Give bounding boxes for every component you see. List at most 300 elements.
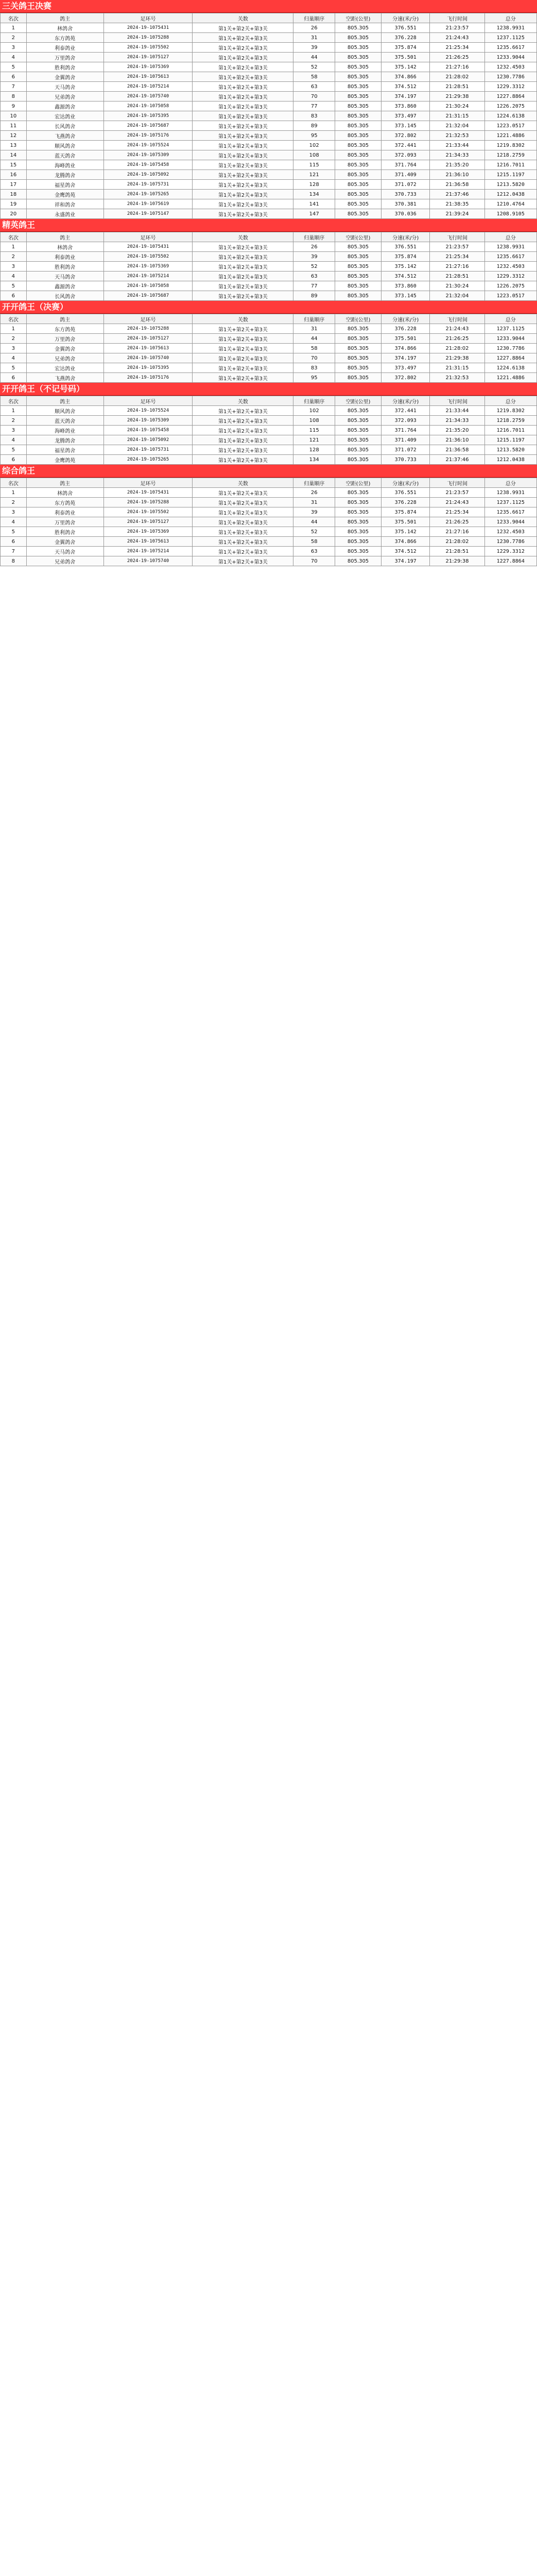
cell-rank: 5 bbox=[1, 62, 27, 72]
cell-time: 21:31:15 bbox=[430, 363, 484, 373]
cell-ring: 2024-19-1075147 bbox=[103, 209, 193, 219]
cell-pigeon: 第1关+第2关+第3关 bbox=[193, 170, 293, 180]
cell-pigeon: 第1关+第2关+第3关 bbox=[193, 272, 293, 281]
cell-owner: 蓝天鸽舍 bbox=[26, 416, 103, 426]
cell-distance: 805.305 bbox=[335, 101, 382, 111]
cell-pigeon: 第1关+第2关+第3关 bbox=[193, 498, 293, 507]
cell-time: 21:27:16 bbox=[430, 527, 484, 537]
cell-distance: 805.305 bbox=[335, 344, 382, 353]
cell-score: 1216.7011 bbox=[484, 160, 537, 170]
cell-ring: 2024-19-1075613 bbox=[103, 72, 193, 82]
col-speed: 分速(米/分) bbox=[381, 232, 430, 242]
cell-ring: 2024-19-1075214 bbox=[103, 82, 193, 92]
cell-arrival: 39 bbox=[293, 252, 335, 262]
col-score: 总分 bbox=[484, 13, 537, 23]
cell-distance: 805.305 bbox=[335, 406, 382, 416]
cell-score: 1230.7786 bbox=[484, 537, 537, 547]
table-row bbox=[1, 242, 537, 252]
cell-time: 21:32:53 bbox=[430, 131, 484, 141]
cell-arrival: 115 bbox=[293, 160, 335, 170]
cell-arrival: 39 bbox=[293, 43, 335, 53]
cell-pigeon: 第1关+第2关+第3关 bbox=[193, 53, 293, 62]
table-row bbox=[1, 353, 537, 363]
cell-speed: 375.874 bbox=[381, 43, 430, 53]
cell-owner: 永盛鸽业 bbox=[26, 209, 103, 219]
cell-ring: 2024-19-1075127 bbox=[103, 53, 193, 62]
cell-arrival: 102 bbox=[293, 406, 335, 416]
cell-owner: 胜利鸽舍 bbox=[26, 62, 103, 72]
cell-arrival: 52 bbox=[293, 62, 335, 72]
cell-ring: 2024-19-1075524 bbox=[103, 406, 193, 416]
col-score: 总分 bbox=[484, 478, 537, 488]
cell-owner: 长风鸽舍 bbox=[26, 291, 103, 301]
cell-rank: 1 bbox=[1, 23, 27, 33]
cell-speed: 370.381 bbox=[381, 199, 430, 209]
cell-distance: 805.305 bbox=[335, 373, 382, 383]
cell-score: 1232.4503 bbox=[484, 62, 537, 72]
cell-time: 21:32:53 bbox=[430, 373, 484, 383]
cell-score: 1238.9931 bbox=[484, 488, 537, 498]
col-time: 飞行时间 bbox=[430, 396, 484, 406]
cell-distance: 805.305 bbox=[335, 72, 382, 82]
cell-time: 21:25:34 bbox=[430, 252, 484, 262]
cell-speed: 376.551 bbox=[381, 23, 430, 33]
cell-time: 21:39:24 bbox=[430, 209, 484, 219]
table-row bbox=[1, 92, 537, 101]
table-row bbox=[1, 556, 537, 566]
cell-speed: 374.866 bbox=[381, 72, 430, 82]
cell-score: 1237.1125 bbox=[484, 33, 537, 43]
cell-owner: 天马鸽舍 bbox=[26, 82, 103, 92]
cell-time: 21:26:25 bbox=[430, 517, 484, 527]
cell-speed: 376.228 bbox=[381, 498, 430, 507]
cell-speed: 370.733 bbox=[381, 190, 430, 199]
cell-arrival: 58 bbox=[293, 537, 335, 547]
cell-score: 1226.2075 bbox=[484, 281, 537, 291]
cell-ring: 2024-19-1075740 bbox=[103, 556, 193, 566]
cell-rank: 4 bbox=[1, 435, 27, 445]
cell-ring: 2024-19-1075502 bbox=[103, 43, 193, 53]
cell-speed: 372.441 bbox=[381, 406, 430, 416]
cell-score: 1227.8864 bbox=[484, 353, 537, 363]
table-row bbox=[1, 170, 537, 180]
cell-pigeon: 第1关+第2关+第3关 bbox=[193, 262, 293, 272]
cell-score: 1227.8864 bbox=[484, 92, 537, 101]
cell-time: 21:28:02 bbox=[430, 72, 484, 82]
cell-score: 1224.6138 bbox=[484, 363, 537, 373]
cell-distance: 805.305 bbox=[335, 43, 382, 53]
cell-rank: 14 bbox=[1, 150, 27, 160]
cell-rank: 3 bbox=[1, 262, 27, 272]
cell-pigeon: 第1关+第2关+第3关 bbox=[193, 111, 293, 121]
cell-speed: 372.093 bbox=[381, 150, 430, 160]
cell-speed: 373.860 bbox=[381, 281, 430, 291]
cell-speed: 376.551 bbox=[381, 488, 430, 498]
cell-arrival: 95 bbox=[293, 131, 335, 141]
cell-pigeon: 第1关+第2关+第3关 bbox=[193, 507, 293, 517]
cell-arrival: 147 bbox=[293, 209, 335, 219]
cell-rank: 5 bbox=[1, 363, 27, 373]
cell-arrival: 108 bbox=[293, 150, 335, 160]
section-title: 开开鸽王（不记号码） bbox=[0, 383, 537, 396]
cell-rank: 5 bbox=[1, 527, 27, 537]
cell-time: 21:29:38 bbox=[430, 92, 484, 101]
cell-rank: 2 bbox=[1, 498, 27, 507]
cell-ring: 2024-19-1075058 bbox=[103, 101, 193, 111]
cell-time: 21:29:38 bbox=[430, 353, 484, 363]
cell-pigeon: 第1关+第2关+第3关 bbox=[193, 82, 293, 92]
cell-rank: 4 bbox=[1, 517, 27, 527]
cell-ring: 2024-19-1075127 bbox=[103, 334, 193, 344]
cell-owner: 海峰鸽业 bbox=[26, 426, 103, 435]
cell-time: 21:36:10 bbox=[430, 170, 484, 180]
cell-rank: 4 bbox=[1, 53, 27, 62]
cell-arrival: 44 bbox=[293, 334, 335, 344]
cell-ring: 2024-19-1075431 bbox=[103, 242, 193, 252]
col-score: 总分 bbox=[484, 314, 537, 324]
cell-distance: 805.305 bbox=[335, 160, 382, 170]
table-row bbox=[1, 291, 537, 301]
cell-ring: 2024-19-1075740 bbox=[103, 92, 193, 101]
cell-time: 21:37:46 bbox=[430, 455, 484, 465]
col-score: 总分 bbox=[484, 232, 537, 242]
cell-time: 21:27:16 bbox=[430, 262, 484, 272]
col-score: 总分 bbox=[484, 396, 537, 406]
col-distance: 空距(公里) bbox=[335, 478, 382, 488]
cell-score: 1212.0438 bbox=[484, 455, 537, 465]
table-row bbox=[1, 281, 537, 291]
cell-arrival: 63 bbox=[293, 82, 335, 92]
header-row bbox=[1, 314, 537, 324]
cell-score: 1213.5820 bbox=[484, 180, 537, 190]
cell-rank: 2 bbox=[1, 252, 27, 262]
cell-rank: 3 bbox=[1, 507, 27, 517]
cell-distance: 805.305 bbox=[335, 131, 382, 141]
cell-arrival: 31 bbox=[293, 498, 335, 507]
cell-score: 1226.2075 bbox=[484, 101, 537, 111]
result-section bbox=[0, 301, 537, 383]
cell-time: 21:26:25 bbox=[430, 334, 484, 344]
cell-distance: 805.305 bbox=[335, 334, 382, 344]
cell-distance: 805.305 bbox=[335, 426, 382, 435]
table-row bbox=[1, 121, 537, 131]
table-row bbox=[1, 43, 537, 53]
col-owner: 鸽主 bbox=[26, 314, 103, 324]
cell-speed: 374.512 bbox=[381, 547, 430, 556]
cell-owner: 兄弟鸽舍 bbox=[26, 556, 103, 566]
cell-time: 21:32:04 bbox=[430, 121, 484, 131]
cell-time: 21:28:51 bbox=[430, 547, 484, 556]
table-row bbox=[1, 209, 537, 219]
cell-distance: 805.305 bbox=[335, 121, 382, 131]
cell-speed: 374.197 bbox=[381, 556, 430, 566]
cell-owner: 龙腾鸽舍 bbox=[26, 170, 103, 180]
table-row bbox=[1, 416, 537, 426]
cell-pigeon: 第1关+第2关+第3关 bbox=[193, 416, 293, 426]
cell-speed: 374.866 bbox=[381, 344, 430, 353]
col-owner: 鸽主 bbox=[26, 478, 103, 488]
cell-ring: 2024-19-1075309 bbox=[103, 416, 193, 426]
cell-owner: 天马鸽舍 bbox=[26, 272, 103, 281]
cell-ring: 2024-19-1075092 bbox=[103, 170, 193, 180]
cell-ring: 2024-19-1075288 bbox=[103, 324, 193, 334]
col-distance: 空距(公里) bbox=[335, 232, 382, 242]
cell-pigeon: 第1关+第2关+第3关 bbox=[193, 324, 293, 334]
cell-rank: 2 bbox=[1, 33, 27, 43]
cell-arrival: 63 bbox=[293, 547, 335, 556]
cell-rank: 1 bbox=[1, 324, 27, 334]
cell-speed: 371.764 bbox=[381, 426, 430, 435]
cell-ring: 2024-19-1075687 bbox=[103, 291, 193, 301]
cell-ring: 2024-19-1075058 bbox=[103, 281, 193, 291]
cell-distance: 805.305 bbox=[335, 262, 382, 272]
col-ring: 足环号 bbox=[103, 478, 193, 488]
cell-score: 1227.8864 bbox=[484, 556, 537, 566]
cell-pigeon: 第1关+第2关+第3关 bbox=[193, 537, 293, 547]
cell-ring: 2024-19-1075524 bbox=[103, 141, 193, 150]
cell-pigeon: 第1关+第2关+第3关 bbox=[193, 180, 293, 190]
cell-ring: 2024-19-1075369 bbox=[103, 62, 193, 72]
cell-arrival: 128 bbox=[293, 445, 335, 455]
cell-owner: 蓝天鸽舍 bbox=[26, 150, 103, 160]
cell-pigeon: 第1关+第2关+第3关 bbox=[193, 101, 293, 111]
col-pigeon: 关数 bbox=[193, 314, 293, 324]
cell-speed: 375.142 bbox=[381, 262, 430, 272]
table-row bbox=[1, 62, 537, 72]
cell-distance: 805.305 bbox=[335, 150, 382, 160]
col-pigeon: 关数 bbox=[193, 478, 293, 488]
cell-distance: 805.305 bbox=[335, 291, 382, 301]
col-ring: 足环号 bbox=[103, 396, 193, 406]
cell-owner: 利泰鸽业 bbox=[26, 252, 103, 262]
cell-pigeon: 第1关+第2关+第3关 bbox=[193, 527, 293, 537]
cell-arrival: 58 bbox=[293, 344, 335, 353]
cell-speed: 373.145 bbox=[381, 121, 430, 131]
header-row bbox=[1, 232, 537, 242]
cell-score: 1215.1197 bbox=[484, 170, 537, 180]
cell-speed: 372.441 bbox=[381, 141, 430, 150]
cell-distance: 805.305 bbox=[335, 82, 382, 92]
cell-pigeon: 第1关+第2关+第3关 bbox=[193, 488, 293, 498]
table-row bbox=[1, 435, 537, 445]
col-arrival: 归巢顺序 bbox=[293, 13, 335, 23]
cell-distance: 805.305 bbox=[335, 111, 382, 121]
cell-time: 21:30:24 bbox=[430, 281, 484, 291]
col-rank: 名次 bbox=[1, 232, 27, 242]
table-row bbox=[1, 324, 537, 334]
table-row bbox=[1, 150, 537, 160]
cell-time: 21:28:51 bbox=[430, 82, 484, 92]
cell-pigeon: 第1关+第2关+第3关 bbox=[193, 334, 293, 344]
cell-distance: 805.305 bbox=[335, 252, 382, 262]
cell-score: 1235.6617 bbox=[484, 507, 537, 517]
results-table bbox=[0, 13, 537, 219]
table-row bbox=[1, 82, 537, 92]
cell-score: 1218.2759 bbox=[484, 150, 537, 160]
cell-arrival: 70 bbox=[293, 556, 335, 566]
cell-pigeon: 第1关+第2关+第3关 bbox=[193, 199, 293, 209]
cell-score: 1233.9044 bbox=[484, 334, 537, 344]
cell-arrival: 26 bbox=[293, 23, 335, 33]
cell-owner: 飞燕鸽舍 bbox=[26, 131, 103, 141]
header-row bbox=[1, 396, 537, 406]
cell-speed: 371.072 bbox=[381, 180, 430, 190]
cell-rank: 18 bbox=[1, 190, 27, 199]
cell-speed: 375.874 bbox=[381, 507, 430, 517]
col-owner: 鸽主 bbox=[26, 396, 103, 406]
cell-rank: 8 bbox=[1, 556, 27, 566]
col-distance: 空距(公里) bbox=[335, 13, 382, 23]
cell-pigeon: 第1关+第2关+第3关 bbox=[193, 406, 293, 416]
table-row bbox=[1, 445, 537, 455]
cell-time: 21:37:46 bbox=[430, 190, 484, 199]
table-row bbox=[1, 111, 537, 121]
col-rank: 名次 bbox=[1, 396, 27, 406]
cell-speed: 373.860 bbox=[381, 101, 430, 111]
cell-arrival: 128 bbox=[293, 180, 335, 190]
cell-pigeon: 第1关+第2关+第3关 bbox=[193, 281, 293, 291]
table-row bbox=[1, 180, 537, 190]
results-table bbox=[0, 232, 537, 301]
cell-score: 1213.5820 bbox=[484, 445, 537, 455]
cell-ring: 2024-19-1075740 bbox=[103, 353, 193, 363]
cell-distance: 805.305 bbox=[335, 190, 382, 199]
cell-distance: 805.305 bbox=[335, 537, 382, 547]
section-title: 开开鸽王（决赛） bbox=[0, 301, 537, 314]
cell-speed: 374.197 bbox=[381, 353, 430, 363]
cell-owner: 兄弟鸽舍 bbox=[26, 92, 103, 101]
cell-time: 21:25:34 bbox=[430, 507, 484, 517]
col-ring: 足环号 bbox=[103, 13, 193, 23]
cell-speed: 376.228 bbox=[381, 33, 430, 43]
cell-time: 21:27:16 bbox=[430, 62, 484, 72]
cell-rank: 6 bbox=[1, 455, 27, 465]
cell-owner: 东方鸽苑 bbox=[26, 324, 103, 334]
col-speed: 分速(米/分) bbox=[381, 13, 430, 23]
cell-speed: 376.228 bbox=[381, 324, 430, 334]
cell-distance: 805.305 bbox=[335, 556, 382, 566]
col-pigeon: 关数 bbox=[193, 396, 293, 406]
cell-distance: 805.305 bbox=[335, 507, 382, 517]
cell-pigeon: 第1关+第2关+第3关 bbox=[193, 209, 293, 219]
cell-owner: 长风鸽舍 bbox=[26, 121, 103, 131]
cell-distance: 805.305 bbox=[335, 488, 382, 498]
cell-time: 21:33:44 bbox=[430, 141, 484, 150]
cell-score: 1232.4503 bbox=[484, 527, 537, 537]
page bbox=[0, 0, 537, 566]
table-row bbox=[1, 160, 537, 170]
cell-score: 1238.9931 bbox=[484, 242, 537, 252]
cell-score: 1229.3312 bbox=[484, 82, 537, 92]
cell-rank: 20 bbox=[1, 209, 27, 219]
cell-speed: 370.733 bbox=[381, 455, 430, 465]
cell-time: 21:35:20 bbox=[430, 160, 484, 170]
cell-arrival: 77 bbox=[293, 281, 335, 291]
cell-time: 21:30:24 bbox=[430, 101, 484, 111]
table-row bbox=[1, 547, 537, 556]
cell-rank: 7 bbox=[1, 547, 27, 556]
cell-pigeon: 第1关+第2关+第3关 bbox=[193, 72, 293, 82]
cell-score: 1235.6617 bbox=[484, 252, 537, 262]
cell-distance: 805.305 bbox=[335, 53, 382, 62]
cell-distance: 805.305 bbox=[335, 281, 382, 291]
cell-distance: 805.305 bbox=[335, 498, 382, 507]
section-title: 综合鸽王 bbox=[0, 465, 537, 478]
cell-distance: 805.305 bbox=[335, 141, 382, 150]
cell-rank: 6 bbox=[1, 291, 27, 301]
cell-time: 21:28:02 bbox=[430, 344, 484, 353]
cell-score: 1230.7786 bbox=[484, 344, 537, 353]
cell-score: 1224.6138 bbox=[484, 111, 537, 121]
cell-pigeon: 第1关+第2关+第3关 bbox=[193, 373, 293, 383]
cell-time: 21:38:35 bbox=[430, 199, 484, 209]
cell-rank: 9 bbox=[1, 101, 27, 111]
cell-time: 21:25:34 bbox=[430, 43, 484, 53]
table-row bbox=[1, 72, 537, 82]
results-container bbox=[0, 0, 537, 566]
cell-ring: 2024-19-1075127 bbox=[103, 517, 193, 527]
table-row bbox=[1, 488, 537, 498]
table-row bbox=[1, 507, 537, 517]
cell-time: 21:28:02 bbox=[430, 537, 484, 547]
table-row bbox=[1, 101, 537, 111]
cell-rank: 13 bbox=[1, 141, 27, 150]
cell-pigeon: 第1关+第2关+第3关 bbox=[193, 556, 293, 566]
cell-arrival: 121 bbox=[293, 170, 335, 180]
result-section bbox=[0, 465, 537, 566]
cell-pigeon: 第1关+第2关+第3关 bbox=[193, 141, 293, 150]
table-row bbox=[1, 517, 537, 527]
col-time: 飞行时间 bbox=[430, 13, 484, 23]
cell-arrival: 89 bbox=[293, 291, 335, 301]
cell-rank: 4 bbox=[1, 272, 27, 281]
cell-owner: 利泰鸽业 bbox=[26, 507, 103, 517]
cell-time: 21:26:25 bbox=[430, 53, 484, 62]
cell-time: 21:23:57 bbox=[430, 488, 484, 498]
col-ring: 足环号 bbox=[103, 314, 193, 324]
cell-arrival: 44 bbox=[293, 53, 335, 62]
cell-ring: 2024-19-1075613 bbox=[103, 537, 193, 547]
cell-arrival: 70 bbox=[293, 353, 335, 363]
table-row bbox=[1, 53, 537, 62]
cell-owner: 林鸽舍 bbox=[26, 23, 103, 33]
cell-time: 21:36:58 bbox=[430, 180, 484, 190]
cell-rank: 17 bbox=[1, 180, 27, 190]
cell-time: 21:36:58 bbox=[430, 445, 484, 455]
cell-rank: 16 bbox=[1, 170, 27, 180]
cell-time: 21:28:51 bbox=[430, 272, 484, 281]
cell-ring: 2024-19-1075176 bbox=[103, 131, 193, 141]
cell-distance: 805.305 bbox=[335, 517, 382, 527]
col-owner: 鸽主 bbox=[26, 13, 103, 23]
cell-pigeon: 第1关+第2关+第3关 bbox=[193, 344, 293, 353]
col-arrival: 归巢顺序 bbox=[293, 232, 335, 242]
table-row bbox=[1, 199, 537, 209]
cell-score: 1219.8302 bbox=[484, 406, 537, 416]
cell-distance: 805.305 bbox=[335, 353, 382, 363]
cell-ring: 2024-19-1075395 bbox=[103, 363, 193, 373]
cell-pigeon: 第1关+第2关+第3关 bbox=[193, 33, 293, 43]
table-row bbox=[1, 406, 537, 416]
cell-pigeon: 第1关+第2关+第3关 bbox=[193, 517, 293, 527]
cell-score: 1238.9931 bbox=[484, 23, 537, 33]
results-table bbox=[0, 478, 537, 566]
table-row bbox=[1, 426, 537, 435]
cell-ring: 2024-19-1075731 bbox=[103, 180, 193, 190]
cell-speed: 375.501 bbox=[381, 517, 430, 527]
col-time: 飞行时间 bbox=[430, 478, 484, 488]
cell-speed: 373.497 bbox=[381, 363, 430, 373]
